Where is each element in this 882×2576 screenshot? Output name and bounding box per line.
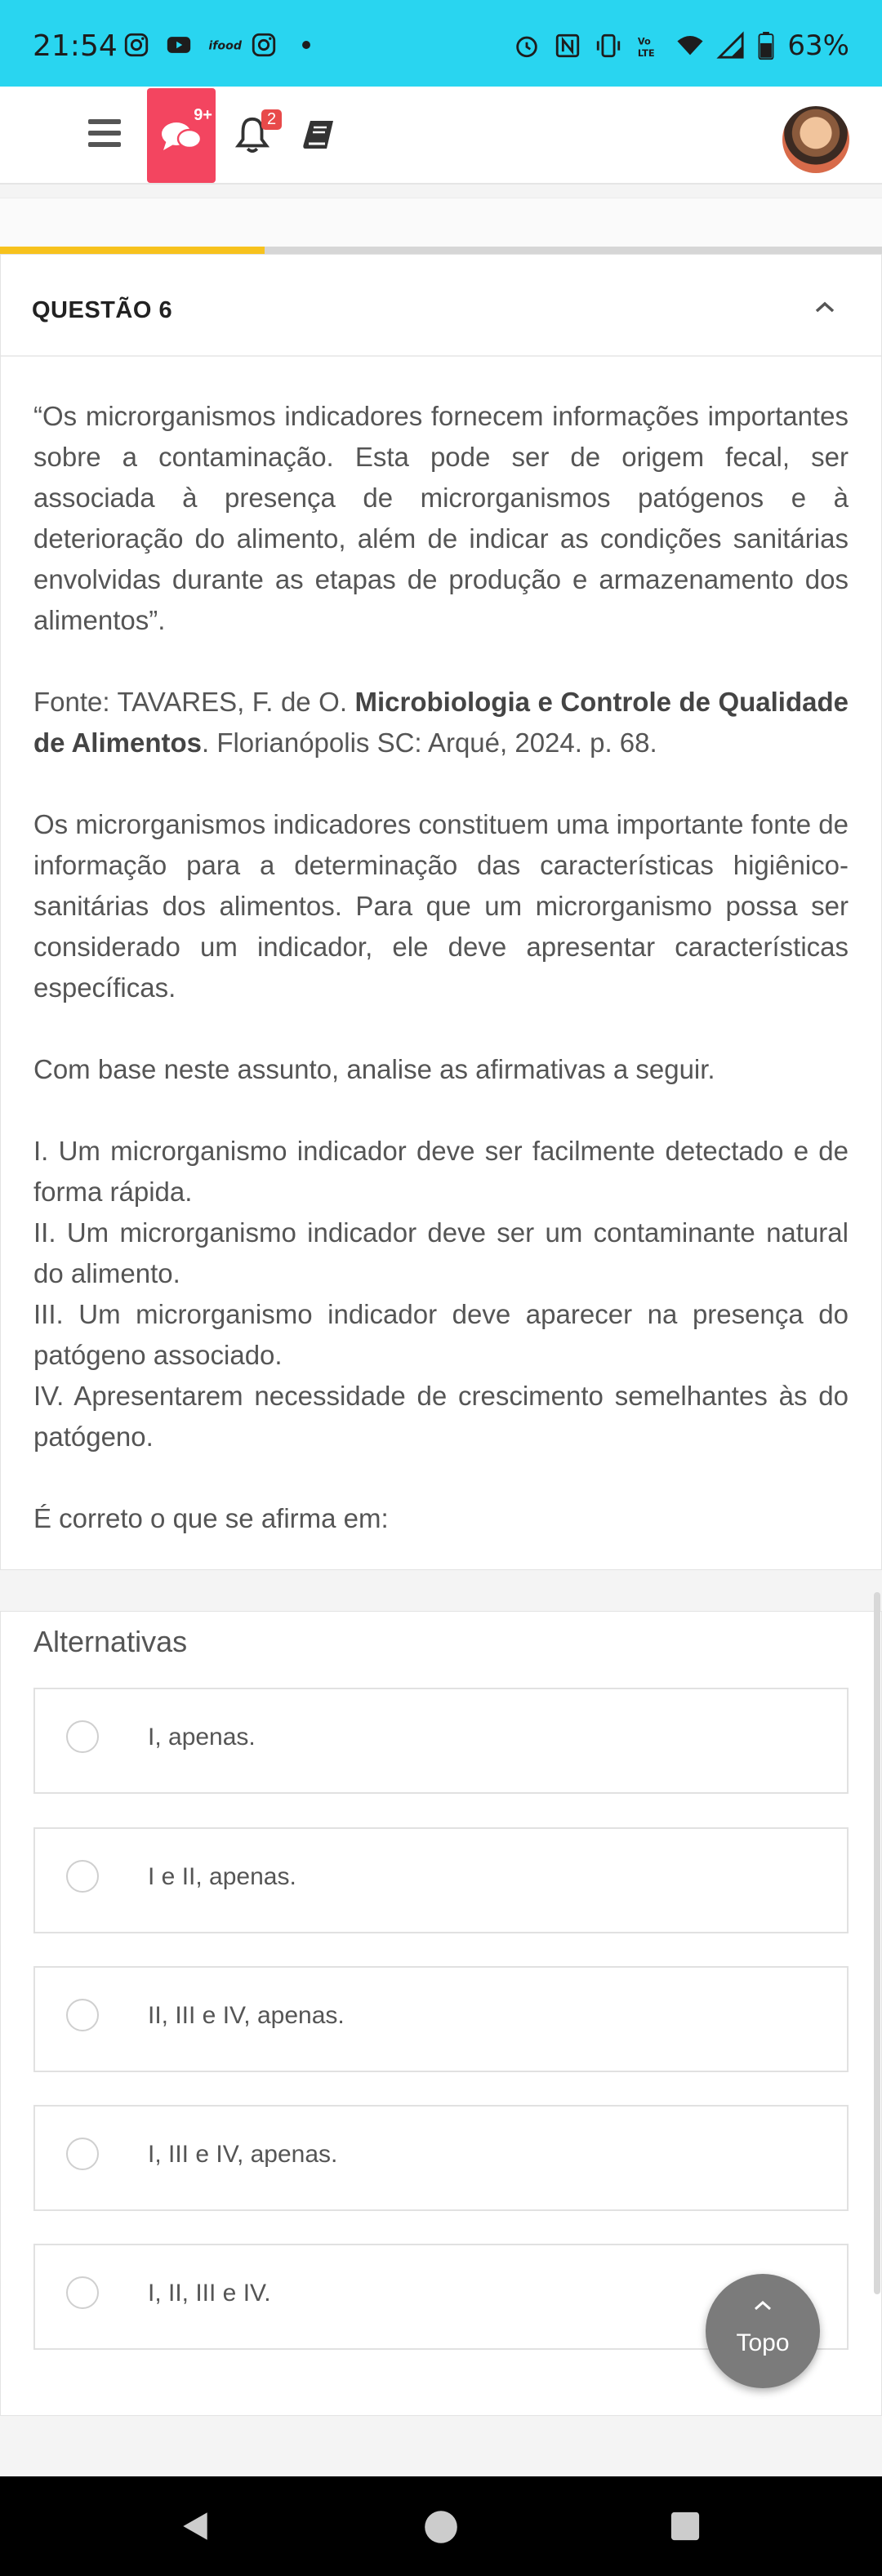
alternative-label: I, II, III e IV. — [148, 2280, 271, 2307]
svg-text:LTE: LTE — [638, 47, 656, 59]
alternative-option[interactable] — [33, 1966, 849, 2072]
question-header[interactable] — [1, 255, 881, 357]
battery-icon — [758, 32, 774, 60]
source-suffix: . Florianópolis SC: Arqué, 2024. p. 68. — [201, 727, 657, 758]
question-quote: “Os microrganismos indicadores fornecem informações importantes sobre a contaminação. Esta pode ser de origem fecal, ser associada à presença de microrganismos patógenos e à deterioração do alimento, além de indicar as condições sanitárias envolvidas durante as etapas de produção e armazenamento dos alimentos”. — [33, 401, 849, 635]
library-button[interactable] — [301, 118, 336, 156]
vibrate-icon — [595, 32, 622, 60]
question-navigator-bar — [0, 198, 882, 247]
progress-fill — [0, 247, 265, 254]
battery-percentage: 63% — [787, 29, 849, 62]
radio-button[interactable] — [66, 1860, 99, 1893]
radio-button[interactable] — [66, 2276, 99, 2309]
question-paragraph: Os microrganismos indicadores constituem uma importante fonte de informação para a determinação das características higiênico-sanitárias dos alimentos. Para que um microrganismo possa ser considerado um indicador, ele deve apresentar características específicas. — [33, 809, 849, 1003]
alternative-label: I, apenas. — [148, 1724, 256, 1751]
back-icon[interactable] — [178, 2509, 212, 2543]
question-card — [0, 254, 882, 1570]
avatar[interactable] — [782, 106, 849, 173]
system-navigation-bar — [0, 2476, 882, 2576]
radio-button[interactable] — [66, 1999, 99, 2031]
statement-item: IV. Apresentarem necessidade de crescimento semelhantes às do patógeno. — [33, 1381, 849, 1452]
nfc-icon — [554, 32, 581, 60]
question-title: QUESTÃO 6 — [32, 297, 173, 323]
menu-icon[interactable] — [88, 119, 121, 147]
back-to-top-button[interactable] — [706, 2274, 820, 2388]
progress-bar — [0, 247, 882, 254]
alternative-option[interactable] — [33, 1827, 849, 1933]
alternative-label: I e II, apenas. — [148, 1863, 296, 1890]
volte-icon — [635, 32, 663, 60]
book-icon — [301, 118, 336, 152]
home-icon[interactable] — [423, 2509, 459, 2545]
back-to-top-label: Topo — [736, 2329, 790, 2356]
chat-button[interactable] — [147, 88, 216, 183]
signal-icon — [717, 32, 745, 60]
recents-icon[interactable] — [670, 2511, 701, 2542]
source-title: Microbiologia e Controle de Qualidade de Alimentos — [33, 687, 849, 758]
status-bar — [0, 0, 882, 87]
svg-text:ifood: ifood — [208, 39, 243, 53]
radio-button[interactable] — [66, 1720, 99, 1753]
instagram-icon — [122, 31, 150, 59]
question-body — [1, 357, 881, 1539]
dot-icon — [292, 31, 320, 59]
alternatives-title: Alternativas — [33, 1625, 188, 1658]
status-time: 21:54 — [33, 29, 118, 63]
alternative-label: I, III e IV, apenas. — [148, 2141, 338, 2168]
statement-item: III. Um microrganismo indicador deve aparecer na presença do patógeno associado. — [33, 1299, 849, 1370]
alarm-icon — [513, 32, 541, 60]
alternative-label: II, III e IV, apenas. — [148, 2002, 345, 2029]
svg-text:Vo: Vo — [638, 35, 652, 47]
chat-badge: 9+ — [194, 106, 212, 124]
alternative-option[interactable] — [33, 2105, 849, 2211]
notifications-button[interactable] — [234, 110, 277, 159]
scrollbar[interactable] — [874, 1592, 880, 2294]
statement-item: II. Um microrganismo indicador deve ser um contaminante natural do alimento. — [33, 1217, 849, 1288]
youtube-icon — [165, 31, 193, 59]
question-instruction: Com base neste assunto, analise as afirmativas a seguir. — [33, 1054, 715, 1084]
notification-icons — [122, 31, 320, 59]
top-navigation — [0, 87, 882, 185]
radio-button[interactable] — [66, 2138, 99, 2170]
question-prompt: É correto o que se afirma em: — [33, 1503, 389, 1533]
chevron-up-icon[interactable] — [814, 300, 835, 314]
question-source — [33, 682, 849, 763]
source-prefix: Fonte: TAVARES, F. de O. — [33, 687, 355, 717]
instagram-icon — [250, 31, 278, 59]
system-icons — [513, 29, 849, 62]
statement-item: I. Um microrganismo indicador deve ser facilmente detectado e de forma rápida. — [33, 1136, 849, 1207]
caret-up-icon — [753, 2300, 773, 2311]
ifood-icon — [207, 31, 243, 59]
alternative-option[interactable] — [33, 1688, 849, 1794]
notification-badge: 2 — [261, 109, 282, 130]
wifi-icon — [676, 32, 704, 60]
